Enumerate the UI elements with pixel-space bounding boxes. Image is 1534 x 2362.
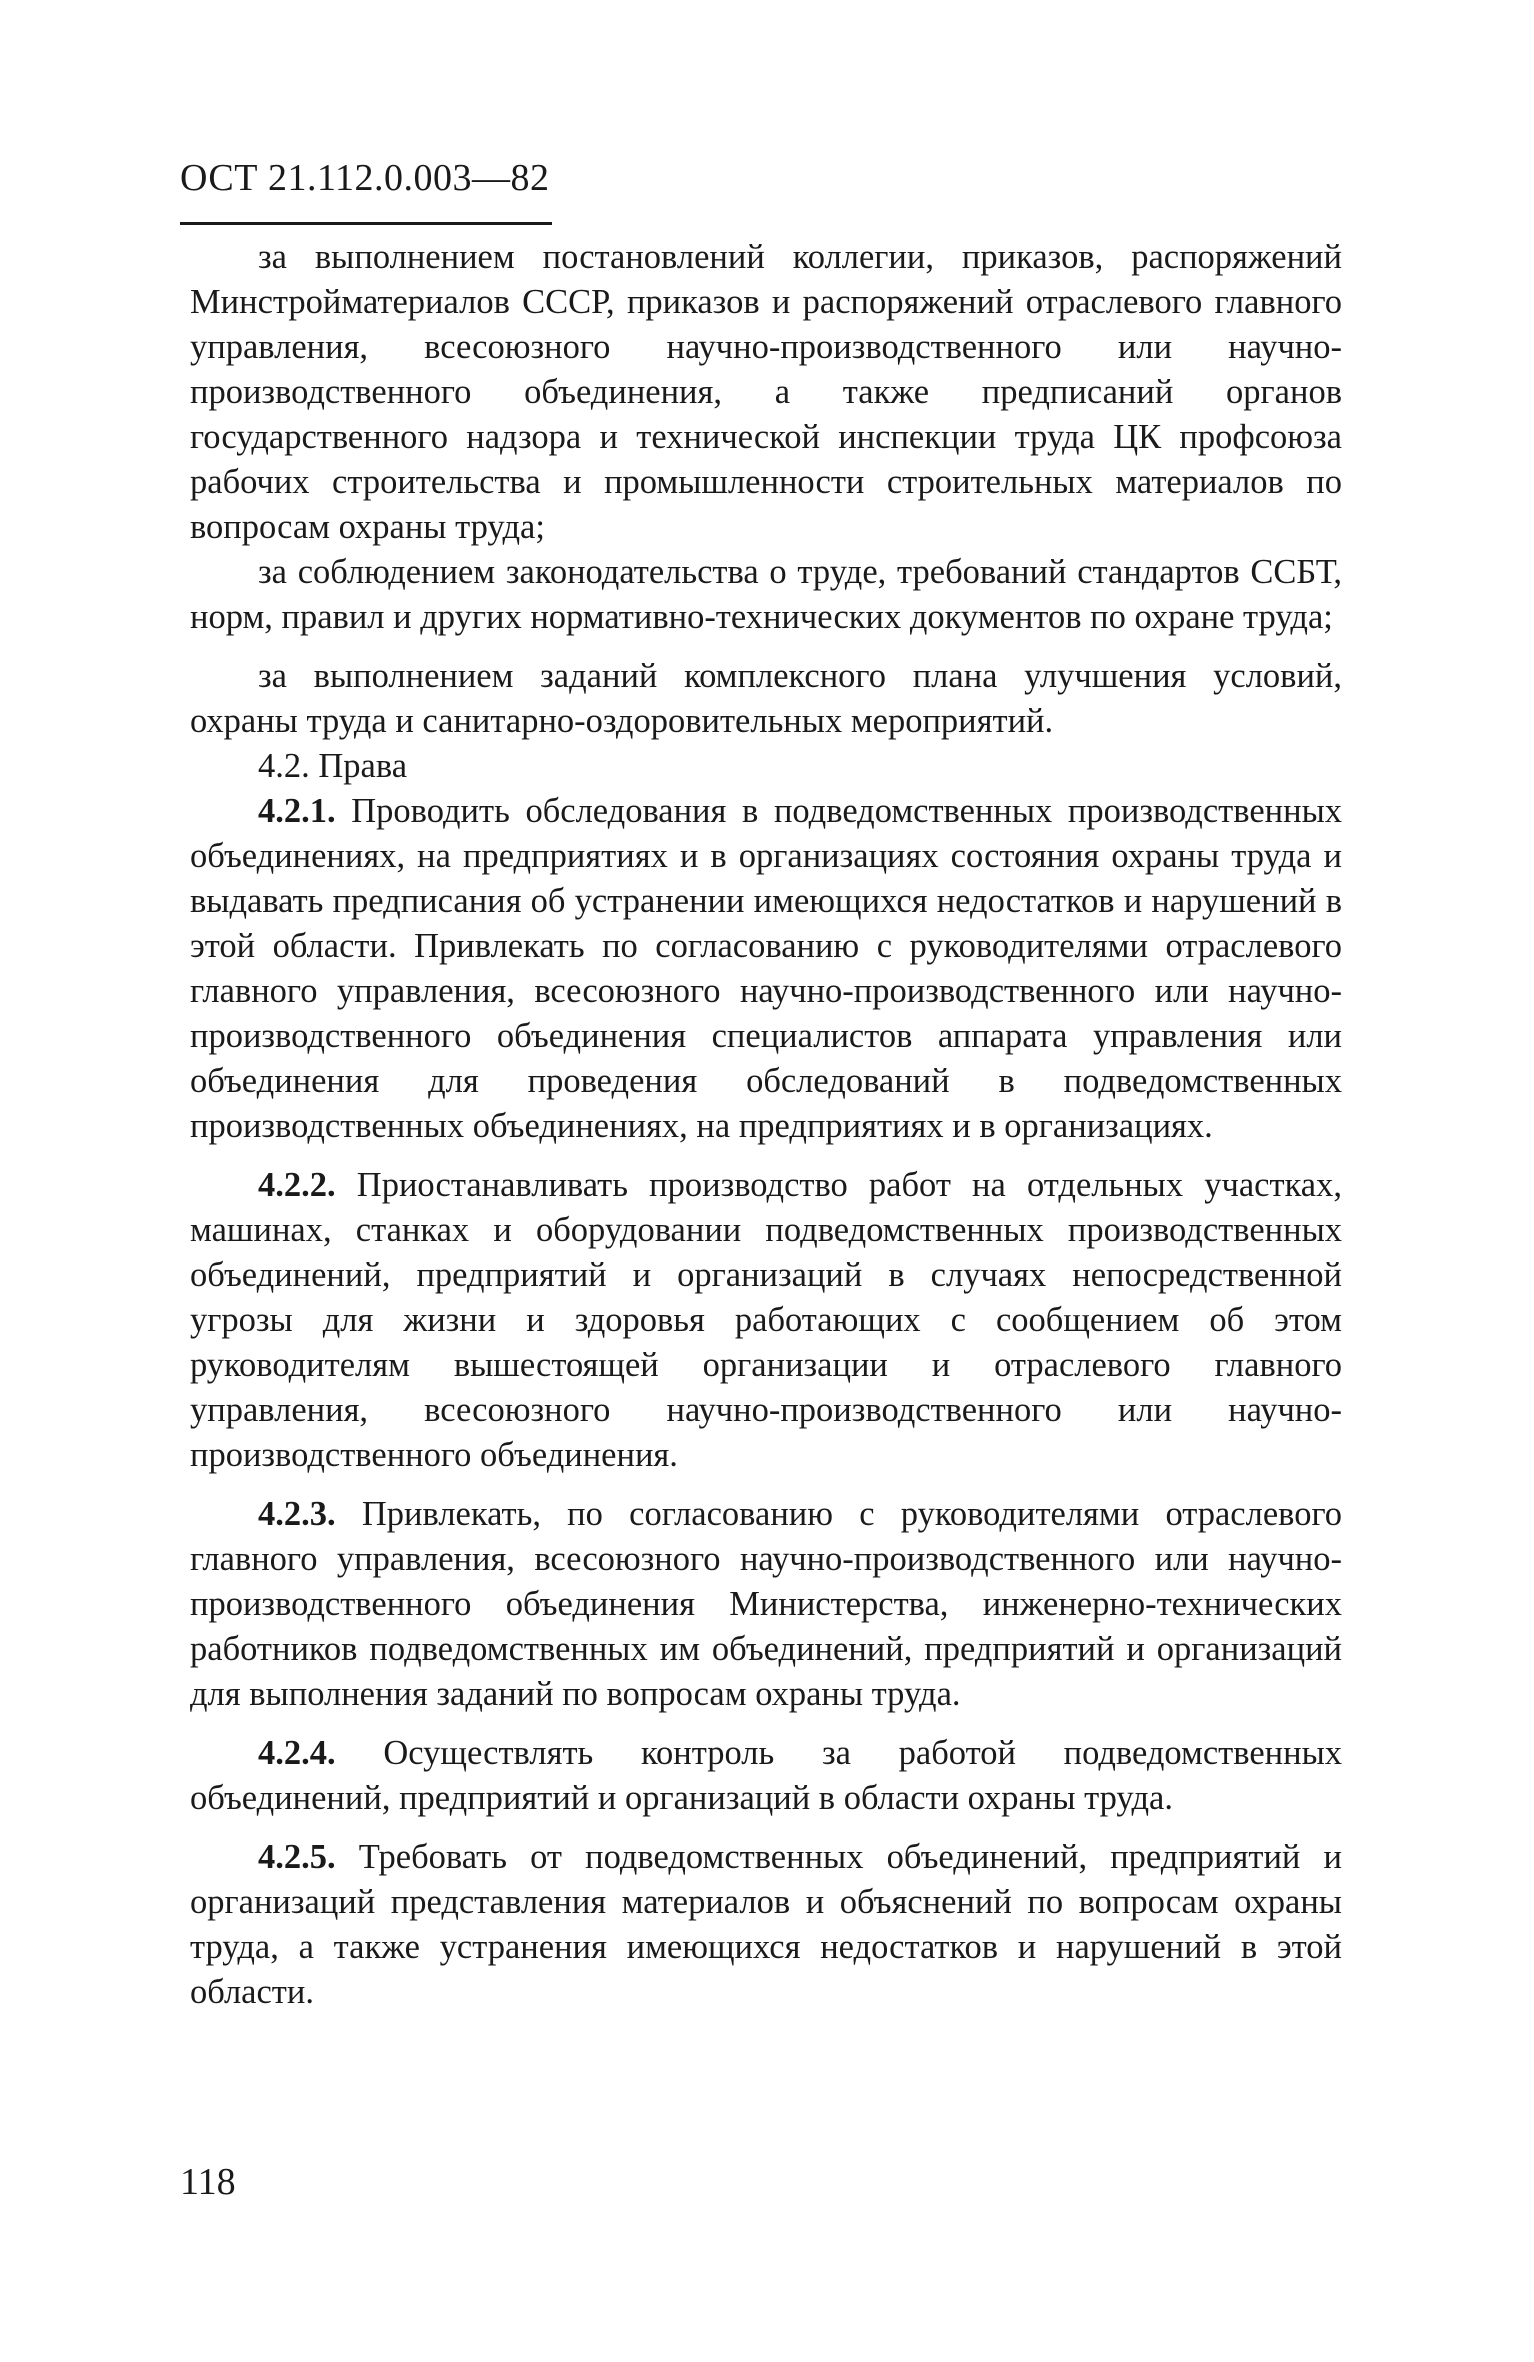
clause-4-2-5 <box>190 1835 1342 2015</box>
section-heading-rights: 4.2. Права <box>258 747 408 785</box>
clause-text: Привлекать, по согласованию с руководителями отраслевого главного управления, всесоюзного научно-производственного или научно-производственного объединения Министерства, инженерно-технических работников подведомственных им объединений, предприятий и организаций для выполнения заданий по вопросам охраны труда. <box>190 1495 1342 1713</box>
clause-number: 4.2.2. <box>258 1166 336 1204</box>
body-text <box>190 235 1342 2015</box>
clause-4-2-2 <box>190 1163 1342 1478</box>
clause-number: 4.2.5. <box>258 1838 336 1876</box>
page-number: 118 <box>180 2161 236 2203</box>
clause-4-2-1 <box>190 789 1342 1149</box>
clause-4-2-4 <box>190 1731 1342 1821</box>
paragraph-continuation: за выполнением постановлений коллегии, приказов, распоряжений Минстройматериалов СССР, приказов и распоряжений отраслевого главного управления, всесоюзного научно-производственного или научно-производственного объединения, а также предписаний органов государственного надзора и технической инспекции труда ЦК профсоюза рабочих строительства и промышленности строительных материалов по вопросам охраны труда; <box>190 238 1342 546</box>
clause-text: Приостанавливать производство работ на отдельных участках, машинах, станках и оборудовании подведомственных производственных объединений, предприятий и организаций в случаях непосредственной угрозы для жизни и здоровья работающих с сообщением об этом руководителям вышестоящей организации и отраслевого главного управления, всесоюзного научно-производственного или научно-производственного объединения. <box>190 1166 1342 1474</box>
clause-4-2-3 <box>190 1492 1342 1717</box>
clause-text: Требовать от подведомственных объединений, предприятий и организаций представления материалов и объяснений по вопросам охраны труда, а также устранения имеющихся недостатков и нарушений в этой области. <box>190 1838 1342 2011</box>
paragraph-plan-control: за выполнением заданий комплексного плана улучшения условий, охраны труда и санитарно-оздоровительных мероприятий. <box>190 657 1342 740</box>
header-underline <box>180 222 552 225</box>
paragraph-ssbt-control: за соблюдением законодательства о труде, требований стандартов ССБТ, норм, правил и других нормативно-технических документов по охране труда; <box>190 553 1342 636</box>
document-code: ОСТ 21.112.0.003—82 <box>180 157 550 199</box>
clause-number: 4.2.4. <box>258 1734 336 1772</box>
clause-number: 4.2.3. <box>258 1495 336 1533</box>
clause-text: Проводить обследования в подведомственных производственных объединениях, на предприятиях и в организациях состояния охраны труда и выдавать предписания об устранении имеющихся недостатков и нарушений в этой области. Привлекать по согласованию с руководителями отраслевого главного управления, всесоюзного научно-производственного или научно-производственного объединения специалистов аппарата управления или объединения для проведения обследований в подведомственных производственных объединениях, на предприятиях и в организациях. <box>190 792 1342 1145</box>
clause-number: 4.2.1. <box>258 792 336 830</box>
clause-text: Осуществлять контроль за работой подведомственных объединений, предприятий и организаций в области охраны труда. <box>190 1734 1342 1817</box>
